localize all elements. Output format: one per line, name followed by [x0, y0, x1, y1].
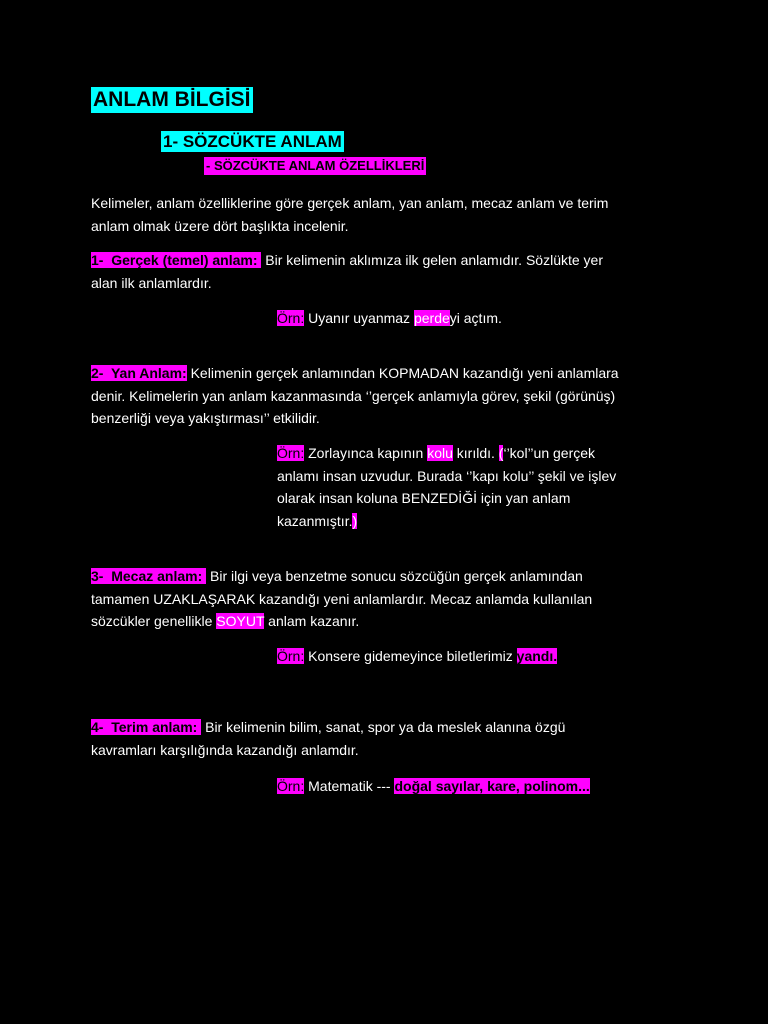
example-mecaz-anlam — [277, 645, 557, 668]
text: ‘’kol’’un gerçek — [503, 445, 596, 461]
text: Matematik --- — [304, 778, 395, 794]
text: denir. Kelimelerin yan anlam kazanmasında ‘’gerçek anlamıyla görev, şekil (görünüş) — [91, 387, 616, 404]
intro-paragraph — [91, 192, 608, 237]
section-mecaz-anlam — [91, 565, 592, 633]
highlight: ) — [352, 512, 358, 529]
text: alan ilk anlamlardır. — [91, 274, 212, 291]
highlight: ( — [498, 445, 504, 461]
text: Kelimenin gerçek anlamından KOPMADAN kazandığı yeni anlamlara — [186, 365, 619, 381]
text: olarak insan koluna BENZEDİĞİ için yan anlam — [277, 490, 571, 506]
text: Bir ilgi veya benzetme sonucu sözcüğün gerçek anlamından — [206, 568, 583, 584]
yan-anlam-label: 2- Yan Anlam: — [91, 365, 187, 381]
text: kavramları karşılığında kazandığı anlamdır. — [91, 741, 359, 758]
intro-line: anlam olmak üzere dört başlıkta incelenir. — [91, 217, 349, 234]
text: tamamen UZAKLAŞARAK kazandığı yeni anlamlardır. Mecaz anlamda kullanılan — [91, 590, 593, 607]
example-label: Örn: — [277, 648, 305, 664]
text: yi açtım. — [449, 310, 502, 326]
intro-line: Kelimeler, anlam özelliklerine göre gerçek anlam, yan anlam, mecaz anlam ve terim — [91, 195, 609, 211]
example-label: Örn: — [277, 310, 305, 326]
subsection-heading: - SÖZCÜKTE ANLAM ÖZELLİKLERİ — [206, 158, 425, 173]
gercek-anlam-label: 1- Gerçek (temel) anlam: — [91, 252, 262, 268]
highlight: SOYUT — [216, 613, 265, 629]
section-terim-anlam — [91, 716, 565, 761]
text: Bir kelimenin bilim, sanat, spor ya da meslek alanına özgü — [201, 719, 566, 735]
section-yan-anlam — [91, 362, 619, 430]
text: anlamı insan uzvudur. Burada ‘’kapı kolu’’ şekil ve işlev — [277, 467, 617, 484]
example-label: Örn: — [277, 445, 305, 461]
text: Konsere gidemeyince biletlerimiz — [304, 648, 517, 664]
example-gercek-anlam — [277, 307, 502, 330]
highlight: doğal sayılar, kare, polinom... — [394, 778, 590, 794]
text: Zorlayınca kapının — [304, 445, 428, 461]
text: kırıldı. — [452, 445, 499, 461]
text: anlam kazanır. — [264, 613, 360, 629]
page-title: ANLAM BİLGİSİ — [93, 88, 251, 111]
terim-anlam-label: 4- Terim anlam: — [91, 719, 202, 735]
text: benzerliği veya yakıştırması’’ etkilidir. — [91, 410, 320, 426]
section-gercek-anlam — [91, 249, 603, 294]
mecaz-anlam-label: 3- Mecaz anlam: — [91, 568, 207, 584]
example-yan-anlam — [277, 442, 616, 532]
example-terim-anlam — [277, 775, 590, 798]
text: kazanmıştır. — [277, 512, 353, 529]
text: sözcükler genellikle — [91, 613, 217, 629]
text: Bir kelimenin aklımıza ilk gelen anlamıdır. Sözlükte yer — [261, 252, 603, 268]
highlight: kolu — [427, 445, 453, 461]
highlight: yandı. — [516, 648, 558, 664]
highlight: perde — [413, 310, 450, 326]
text: Uyanır uyanmaz — [304, 310, 414, 326]
section-heading: 1- SÖZCÜKTE ANLAM — [163, 132, 342, 151]
example-label: Örn: — [277, 778, 305, 794]
